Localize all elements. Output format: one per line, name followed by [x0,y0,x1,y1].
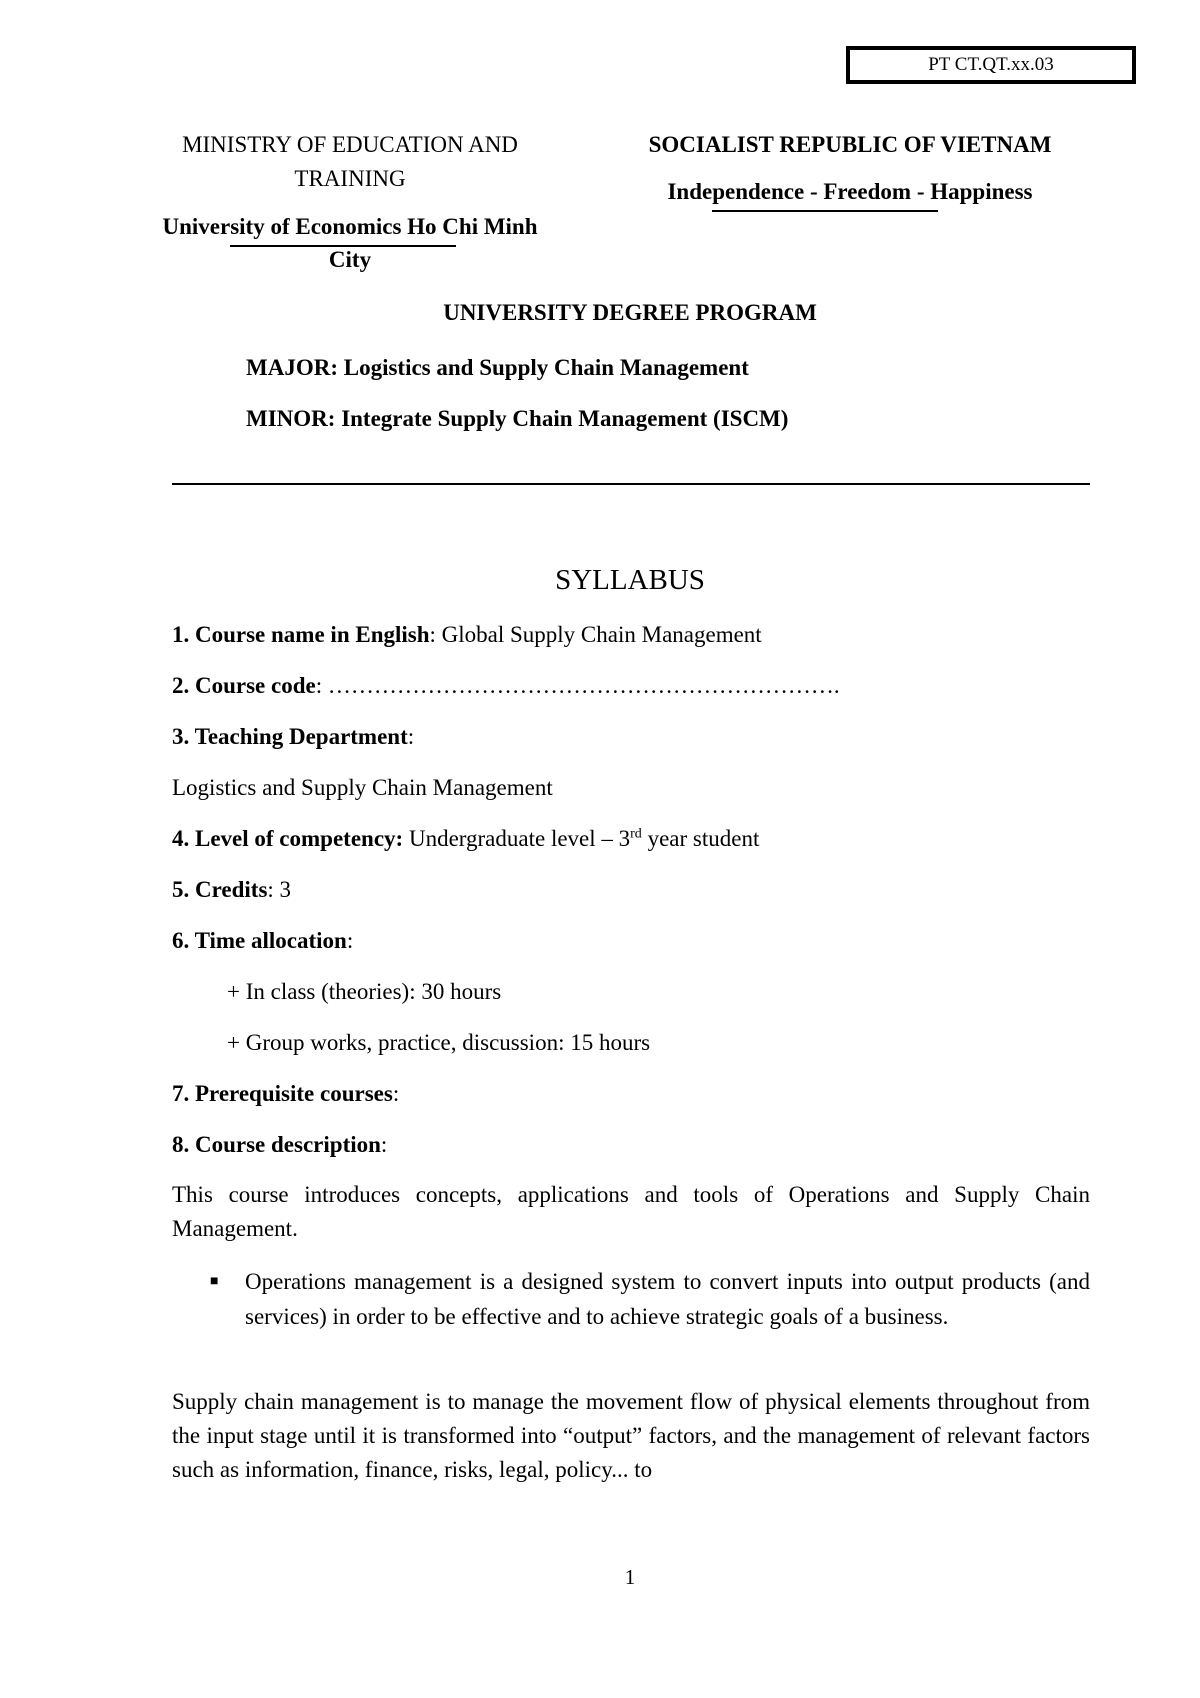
time-allocation-label: 6. Time allocation [172,928,347,953]
header-divider [172,483,1090,485]
program-title: UNIVERSITY DEGREE PROGRAM [443,300,817,325]
syllabus-title: SYLLABUS [555,564,705,596]
prerequisite-label: 7. Prerequisite courses [172,1081,393,1106]
credits-line [172,874,291,906]
minor-line [246,403,788,435]
time-allocation-line [172,925,353,957]
national-motto: Independence - Freedom - Happiness [667,179,1033,204]
republic-name: SOCIALIST REPUBLIC OF VIETNAM [648,132,1052,157]
document-code-box [846,46,1136,84]
major-line [246,352,749,384]
university-underline [230,245,456,247]
description-colon: : [380,1132,388,1157]
minor-value: Integrate Supply Chain Management (ISCM) [341,406,789,431]
level-value-b: year student [641,826,760,851]
course-name-line [172,619,762,651]
motto-underline [712,210,938,212]
teaching-dept-line [172,721,414,753]
course-name-value: : Global Supply Chain Management [429,622,762,647]
course-code-value: : …………………………………………………………. [315,673,840,698]
level-value-sup: rd [630,826,642,842]
document-code: PT CT.QT.xx.03 [928,54,1054,75]
course-code-label: 2. Course code [172,673,316,698]
description-label: 8. Course description [172,1132,381,1157]
course-name-label: 1. Course name in English [172,622,430,647]
teaching-dept-value: Logistics and Supply Chain Management [172,775,553,800]
time-in-class: + In class (theories): 30 hours [227,979,502,1004]
scm-paragraph: Supply chain management is to manage the movement flow of physical elements throughout from the input stage until it is transformed into “output” factors, and the management of relevant factors such as information, finance, risks, legal, policy... to [172,1389,1090,1482]
ministry-name: MINISTRY OF EDUCATION AND TRAINING [182,132,518,191]
time-group-works: + Group works, practice, discussion: 15 hours [227,1030,651,1055]
page-number: 1 [624,1565,636,1589]
time-allocation-colon: : [346,928,354,953]
level-label: 4. Level of competency: [172,826,404,851]
level-line [172,823,759,855]
square-bullet-icon: ■ [210,1274,219,1289]
teaching-dept-colon: : [407,724,415,749]
teaching-dept-label: 3. Teaching Department [172,724,408,749]
major-value: Logistics and Supply Chain Management [343,355,749,380]
credits-label: 5. Credits [172,877,268,902]
university-name: University of Economics Ho Chi Minh City [162,214,538,272]
prerequisite-line [172,1078,399,1110]
level-value-a: Undergraduate level – 3 [403,826,631,851]
description-intro: This course introduces concepts, applications and tools of Operations and Supply Chain Management. [172,1182,1090,1241]
prerequisite-colon: : [392,1081,400,1106]
credits-value: : 3 [267,877,292,902]
course-code-line [172,670,840,702]
operations-bullet: Operations management is a designed system to convert inputs into output products (and services) in order to be effective and to achieve strategic goals of a business. [245,1269,1090,1329]
minor-label: MINOR: [246,406,336,431]
description-line [172,1129,387,1161]
major-label: MAJOR: [246,355,338,380]
